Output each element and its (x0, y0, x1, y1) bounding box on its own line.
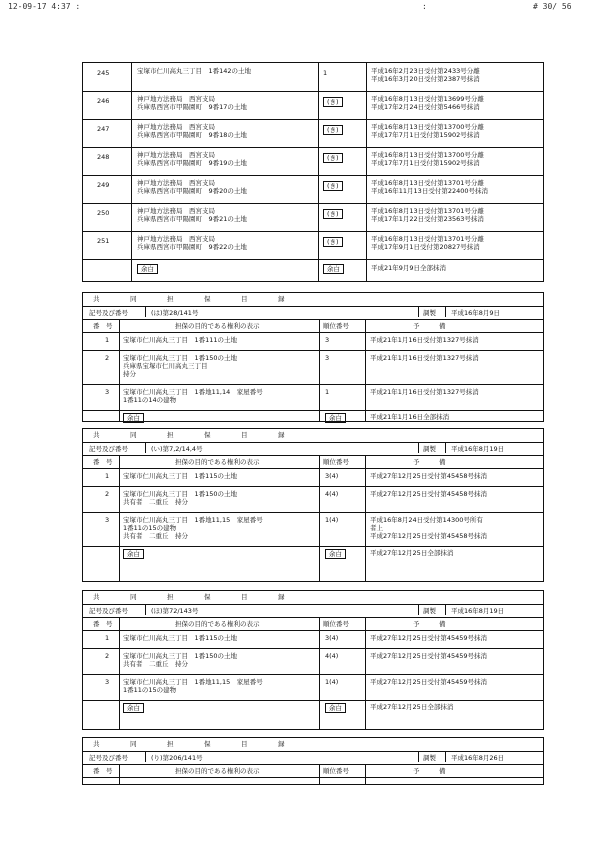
notes (370, 634, 487, 642)
note-line: 者上 (370, 524, 383, 532)
catalog-title: 共 同 担 保 目 録 (93, 740, 297, 748)
description-line: 神戸地方法務局 西宮支局 (137, 151, 215, 159)
column-header-number: 番 号 (93, 458, 113, 466)
fax-header (0, 2, 595, 14)
property-description (137, 179, 247, 195)
notes (370, 388, 479, 396)
description-line: 宝塚市仁川高丸三丁目 1番142の土地 (137, 67, 252, 75)
description-line: 宝塚市仁川高丸三丁目 1番地11,15 家屋番号 (123, 516, 263, 524)
property-description (123, 490, 237, 506)
note-line: 平成21年1月16日受付第1327号抹消 (370, 388, 479, 396)
blank-mark: 余白 (325, 413, 346, 423)
blank-mark: 余白 (323, 264, 344, 274)
description-line: 兵庫県西宮市甲陽園町 9番18の土地 (137, 131, 247, 139)
column-header-description: 担保の目的である権利の表示 (175, 767, 260, 775)
description-line: 共有者 二重丘 持分 (123, 498, 188, 506)
prepared-label: 調製 (423, 607, 436, 615)
notes (370, 678, 487, 686)
rank-number: (き) (323, 209, 343, 219)
row-number: 251 (97, 237, 110, 245)
blank-mark: 余白 (325, 703, 346, 713)
property-description (123, 472, 237, 480)
catalog-title: 共 同 担 保 目 録 (93, 593, 297, 601)
notes (370, 354, 479, 362)
column-header-notes: 予 備 (413, 458, 446, 466)
note-line: 平成17年2月24日受付第5466号抹消 (371, 103, 480, 111)
column-header-rank: 順位番号 (323, 322, 349, 330)
row-number: 3 (105, 388, 110, 396)
deletion-note: 平成27年12月25日全部抹消 (370, 549, 454, 557)
row-number: 245 (97, 69, 110, 77)
code-value: (り)第206/141号 (151, 754, 203, 762)
fax-timestamp: 12-09-17 4:37 : (8, 2, 81, 11)
blank-mark: 余白 (123, 703, 144, 713)
code-value: (い)第7,2/14,4号 (151, 445, 203, 453)
note-line: 平成16年8月13日受付第13701号分離 (371, 179, 484, 187)
notes (370, 490, 487, 498)
description-line: 1番11の15の建物 (123, 686, 177, 694)
column-header-description: 担保の目的である権利の表示 (175, 620, 260, 628)
blank-mark: 余白 (137, 264, 158, 274)
rank-number: 4(4) (325, 490, 339, 498)
column-header-notes: 予 備 (413, 767, 446, 775)
note-line: 平成17年7月1日受付第15902号抹消 (371, 159, 480, 167)
description-line: 宝塚市仁川高丸三丁目 1番115の土地 (123, 634, 238, 642)
note-line: 平成16年8月24日受付第14300号所有 (370, 516, 483, 524)
catalog-title: 共 同 担 保 目 録 (93, 295, 297, 303)
description-line: 神戸地方法務局 西宮支局 (137, 235, 215, 243)
rank-number: 1(4) (325, 516, 339, 524)
note-line: 平成27年12月25日受付第45459号抹消 (370, 652, 487, 660)
note-line: 平成27年12月25日受付第45458号抹消 (370, 532, 487, 540)
row-number: 1 (105, 634, 110, 642)
description-line: 宝塚市仁川高丸三丁目 1番地11,14 家屋番号 (123, 388, 263, 396)
property-description (123, 652, 237, 668)
row-number: 3 (105, 516, 110, 524)
rank-number: (き) (323, 237, 343, 247)
rank-number: (き) (323, 153, 343, 163)
joint-security-catalog (82, 428, 544, 582)
note-line: 平成27年12月25日受付第45459号抹消 (370, 634, 487, 642)
notes (370, 472, 487, 480)
description-line: 持分 (123, 370, 136, 378)
row-number: 2 (105, 490, 110, 498)
notes (371, 235, 484, 251)
code-label: 記号及び番号 (89, 607, 128, 615)
property-description (123, 678, 263, 694)
row-number: 246 (97, 97, 110, 105)
notes (371, 123, 484, 139)
description-line: 宝塚市仁川高丸三丁目 1番地11,15 家屋番号 (123, 678, 263, 686)
code-label: 記号及び番号 (89, 754, 128, 762)
rank-number: 3 (325, 336, 330, 344)
note-line: 平成16年8月13日受付第13701号分離 (371, 235, 484, 243)
row-number: 1 (105, 336, 110, 344)
row-number: 3 (105, 678, 110, 686)
notes (370, 652, 487, 660)
prepared-label: 調製 (423, 445, 436, 453)
blank-mark: 余白 (123, 549, 144, 559)
prepared-date: 平成16年8月9日 (451, 309, 501, 317)
rank-number: (き) (323, 97, 343, 107)
note-line: 平成17年9月1日受付第20827号抹消 (371, 243, 480, 251)
column-header-number: 番 号 (93, 620, 113, 628)
code-label: 記号及び番号 (89, 309, 128, 317)
deletion-note: 平成27年12月25日全部抹消 (370, 703, 454, 711)
rank-number: 3(4) (325, 634, 339, 642)
description-line: 兵庫県宝塚市仁川高丸三丁目 (123, 362, 208, 370)
notes (370, 336, 479, 344)
note-line: 平成16年2月23日受付第2433号分離 (371, 67, 480, 75)
description-line: 兵庫県西宮市甲陽園町 9番22の土地 (137, 243, 247, 251)
rank-number: (き) (323, 181, 343, 191)
note-line: 平成27年12月25日受付第45458号抹消 (370, 490, 487, 498)
row-number: 249 (97, 181, 110, 189)
column-header-number: 番 号 (93, 767, 113, 775)
note-line: 平成16年8月13日受付第13700号分離 (371, 151, 484, 159)
description-line: 共有者 二重丘 持分 (123, 532, 188, 540)
row-number: 247 (97, 125, 110, 133)
property-description (137, 67, 251, 75)
description-line: 宝塚市仁川高丸三丁目 1番150の土地 (123, 652, 238, 660)
note-line: 平成16年11月13日受付第22400号抹消 (371, 187, 488, 195)
prepared-date: 平成16年8月26日 (451, 754, 505, 762)
note-line: 平成16年8月13日受付第13699号分離 (371, 95, 484, 103)
joint-security-catalog (82, 590, 544, 730)
notes (371, 95, 484, 111)
description-line: 神戸地方法務局 西宮支局 (137, 179, 215, 187)
code-label: 記号及び番号 (89, 445, 128, 453)
description-line: 兵庫県西宮市甲陽園町 9番21の土地 (137, 215, 247, 223)
column-header-notes: 予 備 (413, 620, 446, 628)
rank-number: 3(4) (325, 472, 339, 480)
fax-separator: : (422, 2, 427, 11)
notes (371, 207, 484, 223)
row-number: 1 (105, 472, 110, 480)
description-line: 宝塚市仁川高丸三丁目 1番150の土地 (123, 354, 238, 362)
code-value: (ほ)第72/143号 (151, 607, 199, 615)
rank-number: 1(4) (325, 678, 339, 686)
continuation-table (82, 62, 544, 282)
property-description (123, 516, 263, 540)
prepared-label: 調製 (423, 309, 436, 317)
column-header-rank: 順位番号 (323, 458, 349, 466)
column-header-rank: 順位番号 (323, 767, 349, 775)
notes (371, 67, 480, 83)
catalog-title: 共 同 担 保 目 録 (93, 431, 297, 439)
column-header-notes: 予 備 (413, 322, 446, 330)
rank-number: 1 (323, 69, 328, 77)
note-line: 平成21年1月16日受付第1327号抹消 (370, 354, 479, 362)
joint-security-catalog (82, 292, 544, 422)
joint-security-catalog (82, 737, 544, 785)
note-line: 平成17年7月1日受付第15902号抹消 (371, 131, 480, 139)
description-line: 宝塚市仁川高丸三丁目 1番150の土地 (123, 490, 238, 498)
property-description (137, 235, 247, 251)
rank-number: (き) (323, 125, 343, 135)
notes (370, 516, 487, 540)
prepared-date: 平成16年8月19日 (451, 607, 505, 615)
row-number: 248 (97, 153, 110, 161)
property-description (123, 354, 237, 378)
property-description (123, 388, 263, 404)
description-line: 宝塚市仁川高丸三丁目 1番115の土地 (123, 472, 238, 480)
row-number: 2 (105, 652, 110, 660)
note-line: 平成16年8月13日受付第13701号分離 (371, 207, 484, 215)
note-line: 平成21年1月16日受付第1327号抹消 (370, 336, 479, 344)
fax-page-number: # 30/ 56 (533, 2, 572, 11)
blank-mark: 余白 (123, 413, 144, 423)
notes (371, 179, 488, 195)
note-line: 平成16年3月20日受付第2387号抹消 (371, 75, 480, 83)
description-line: 共有者 二重丘 持分 (123, 660, 188, 668)
prepared-label: 調製 (423, 754, 436, 762)
description-line: 神戸地方法務局 西宮支局 (137, 123, 215, 131)
property-description (137, 123, 247, 139)
deletion-note: 平成21年9月9日全部抹消 (371, 264, 447, 272)
rank-number: 4(4) (325, 652, 339, 660)
property-description (137, 151, 247, 167)
column-header-rank: 順位番号 (323, 620, 349, 628)
description-line: 兵庫県西宮市甲陽園町 9番20の土地 (137, 187, 247, 195)
note-line: 平成16年8月13日受付第13700号分離 (371, 123, 484, 131)
description-line: 神戸地方法務局 西宮支局 (137, 207, 215, 215)
property-description (123, 634, 237, 642)
description-line: 宝塚市仁川高丸三丁目 1番111の土地 (123, 336, 238, 344)
row-number: 2 (105, 354, 110, 362)
description-line: 兵庫県西宮市甲陽園町 9番19の土地 (137, 159, 247, 167)
column-header-number: 番 号 (93, 322, 113, 330)
code-value: (は)第28/141号 (151, 309, 199, 317)
rank-number: 3 (325, 354, 330, 362)
property-description (137, 207, 247, 223)
column-header-description: 担保の目的である権利の表示 (175, 322, 260, 330)
note-line: 平成27年12月25日受付第45458号抹消 (370, 472, 487, 480)
description-line: 兵庫県西宮市甲陽園町 9番17の土地 (137, 103, 247, 111)
rank-number: 1 (325, 388, 330, 396)
property-description (137, 95, 247, 111)
description-line: 1番11の15の建物 (123, 524, 177, 532)
row-number: 250 (97, 209, 110, 217)
prepared-date: 平成16年8月19日 (451, 445, 505, 453)
note-line: 平成17年1月22日受付第23563号抹消 (371, 215, 484, 223)
deletion-note: 平成21年1月16日全部抹消 (370, 413, 450, 421)
property-description (123, 336, 237, 344)
notes (371, 151, 484, 167)
description-line: 1番11の14の建物 (123, 396, 177, 404)
note-line: 平成27年12月25日受付第45459号抹消 (370, 678, 487, 686)
blank-mark: 余白 (325, 549, 346, 559)
description-line: 神戸地方法務局 西宮支局 (137, 95, 215, 103)
column-header-description: 担保の目的である権利の表示 (175, 458, 260, 466)
